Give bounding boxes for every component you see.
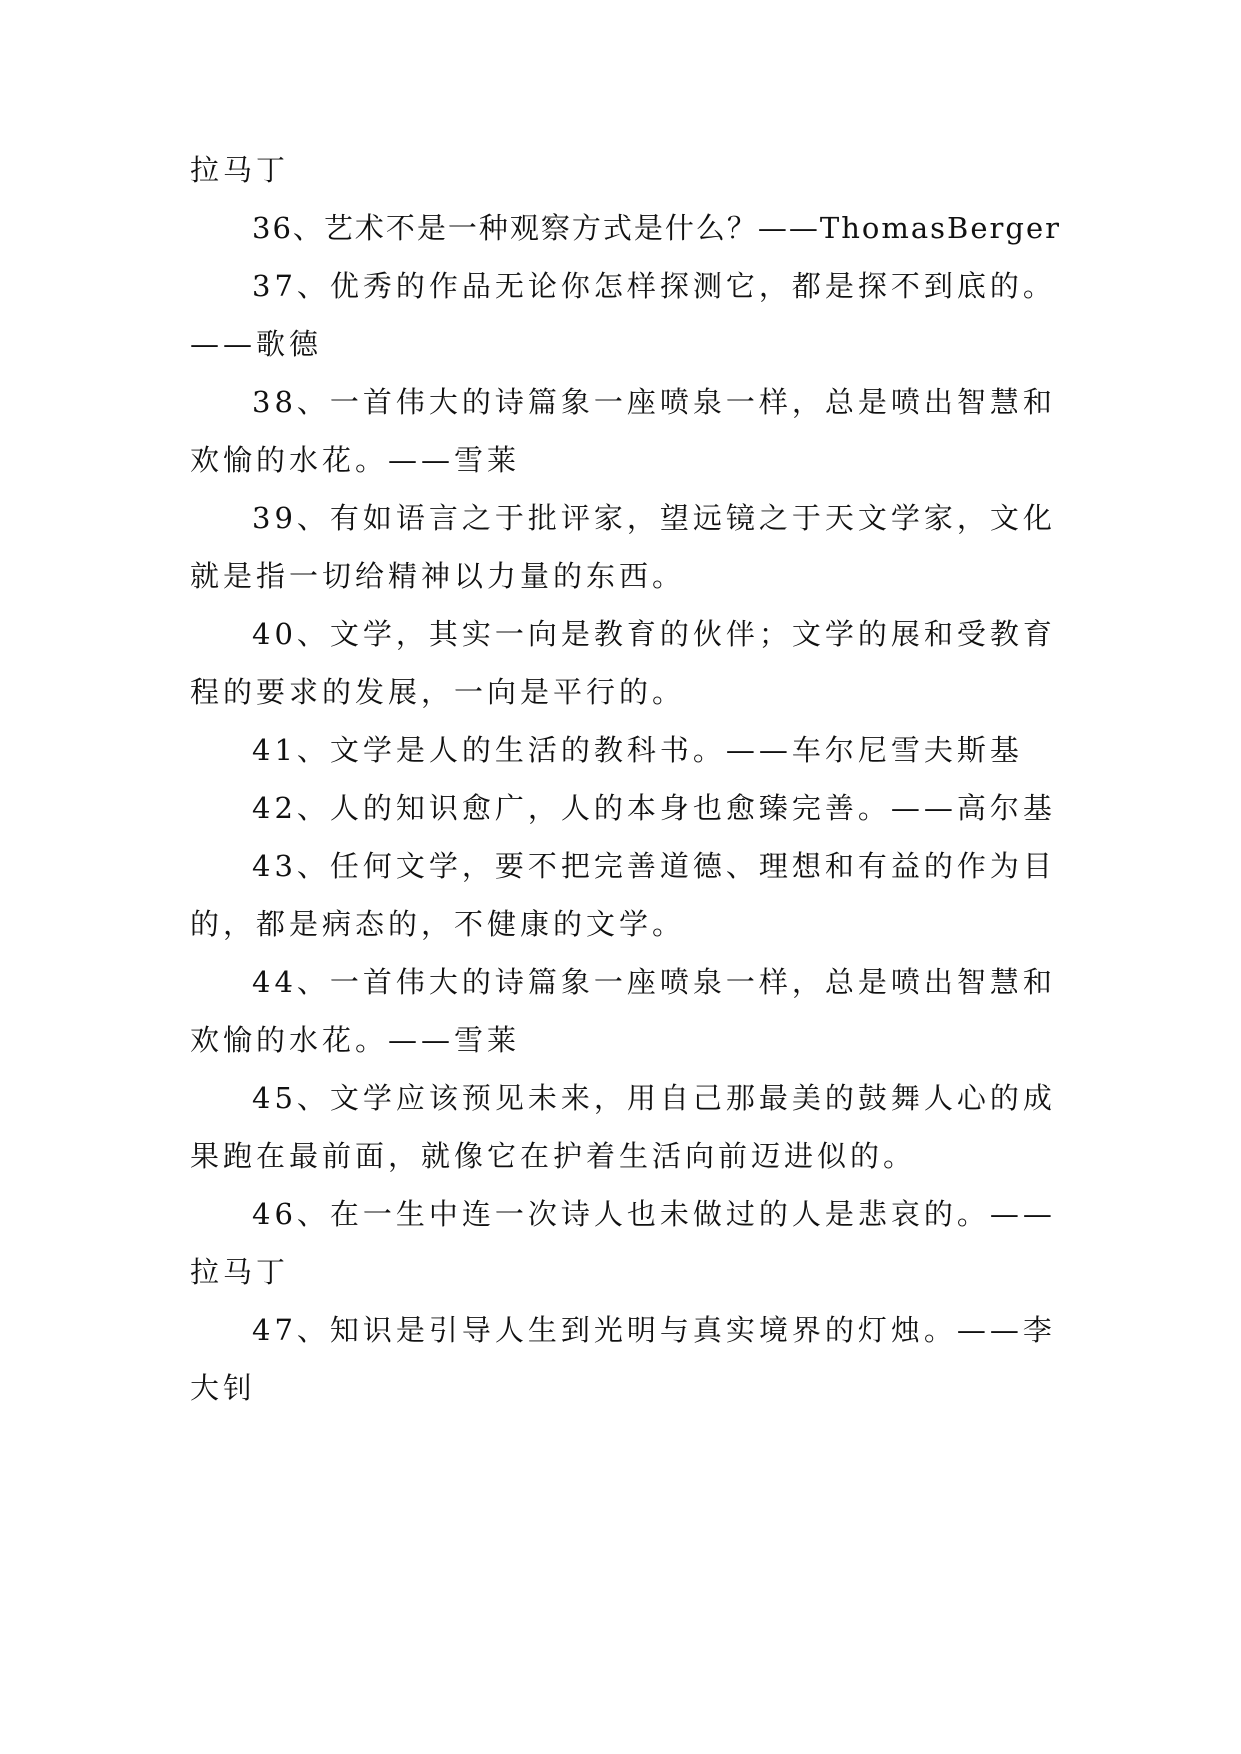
text-line: 47、知识是引导人生到光明与真实境界的灯烛。——李 <box>252 1313 1056 1347</box>
text-line: 37、优秀的作品无论你怎样探测它，都是探不到底的。 <box>252 269 1056 303</box>
text-line: 欢愉的水花。——雪莱 <box>190 443 521 477</box>
text-line: 程的要求的发展，一向是平行的。 <box>190 675 686 709</box>
text-line: ——歌德 <box>190 327 323 361</box>
text-line: 就是指一切给精神以力量的东西。 <box>190 559 686 593</box>
text-line: 拉马丁 <box>190 153 290 187</box>
text-line: 45、文学应该预见未来，用自己那最美的鼓舞人心的成 <box>252 1081 1056 1115</box>
text-line: 42、人的知识愈广，人的本身也愈臻完善。——高尔基 <box>252 791 1056 825</box>
text-line: 46、在一生中连一次诗人也未做过的人是悲哀的。—— <box>252 1197 1056 1231</box>
text-line: 拉马丁 <box>190 1255 290 1289</box>
text-line: 41、文学是人的生活的教科书。——车尔尼雪夫斯基 <box>252 733 1023 767</box>
text-line: 40、文学，其实一向是教育的伙伴；文学的展和受教育 <box>252 617 1056 651</box>
text-line: 44、一首伟大的诗篇象一座喷泉一样，总是喷出智慧和 <box>252 965 1056 999</box>
text-line: 38、一首伟大的诗篇象一座喷泉一样，总是喷出智慧和 <box>252 385 1056 419</box>
text-line: 欢愉的水花。——雪莱 <box>190 1023 521 1057</box>
text-line: 39、有如语言之于批评家，望远镜之于天文学家，文化 <box>252 501 1056 535</box>
text-line: 43、任何文学，要不把完善道德、理想和有益的作为目 <box>252 849 1056 883</box>
text-line: 的，都是病态的，不健康的文学。 <box>190 907 686 941</box>
text-line: 大钊 <box>190 1371 257 1405</box>
text-line: 果跑在最前面，就像它在护着生活向前迈进似的。 <box>190 1139 917 1173</box>
text-line: 36、艺术不是一种观察方式是什么？——ThomasBerger <box>252 211 1061 245</box>
